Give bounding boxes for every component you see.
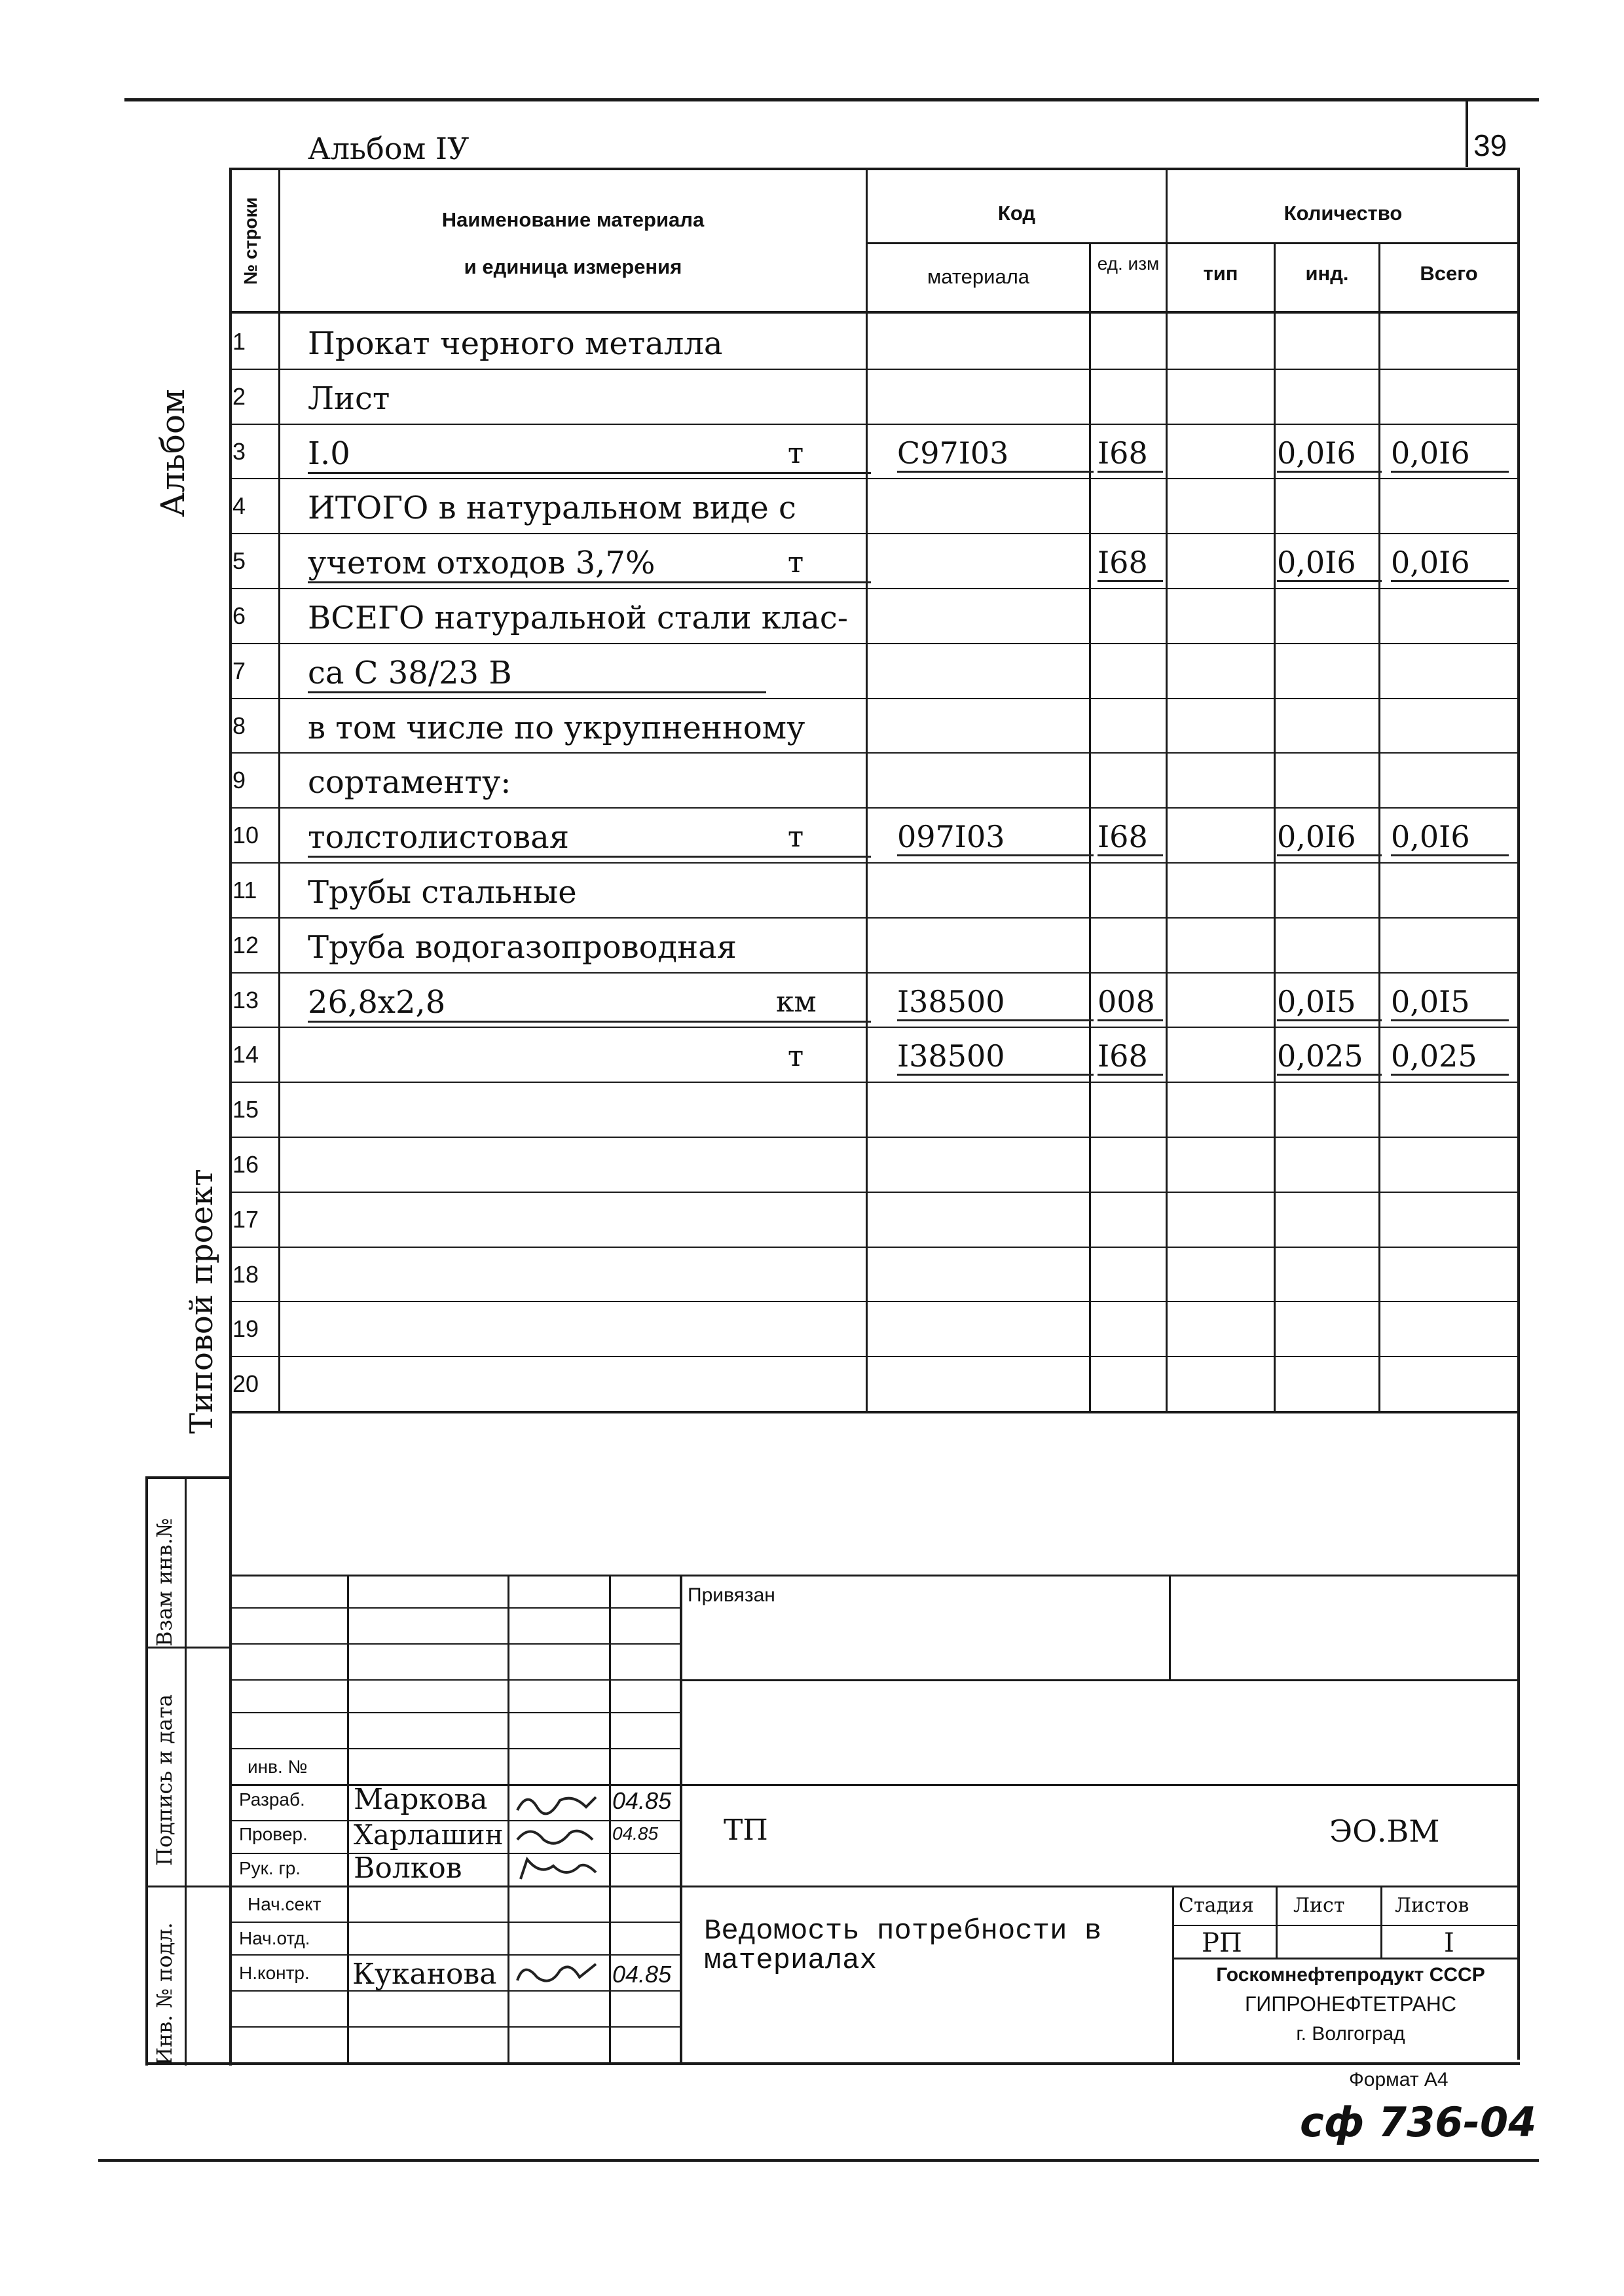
header-name-line1: Наименование материала: [441, 208, 705, 231]
row-qty-total: 0,0I5: [1391, 984, 1509, 1021]
sheet-label: Лист: [1293, 1894, 1345, 1917]
row-number: 3: [232, 437, 246, 465]
header-unit: ед. изм: [1097, 253, 1160, 274]
stage-value: РП: [1202, 1928, 1242, 1958]
sheet-number: 39: [1473, 128, 1507, 162]
doc-id: ЭО.ВМ: [1329, 1813, 1440, 1849]
stamp-vzam-inv: Взам инв.№: [152, 1518, 177, 1647]
nkontr-signature: [514, 1958, 599, 1990]
doc-title-line1: Ведомость потребности в: [704, 1915, 1102, 1948]
row-divider: [232, 698, 1519, 699]
row-unit: т: [787, 1040, 804, 1074]
row-name: учетом отходов 3,7%: [308, 545, 871, 583]
header-code-material: материала: [927, 265, 1030, 288]
row-divider: [232, 533, 1519, 534]
header-name-line2: и единица измерения: [464, 255, 682, 278]
stamp-inv-podl: Инв. № подл.: [152, 1922, 177, 2066]
row-number: 13: [232, 986, 259, 1013]
nkontr-name: Куканова: [352, 1958, 497, 1991]
stamp-podpis-data: Подпись и дата: [152, 1694, 177, 1866]
row-number: 4: [232, 492, 246, 520]
row-divider: [232, 1301, 1519, 1302]
row-name: ВСЕГО натуральной стали клас-: [308, 600, 848, 636]
row-qty-ind: 0,0I6: [1277, 545, 1382, 582]
row-unit: км: [776, 985, 817, 1019]
razrab-signature: [514, 1787, 599, 1817]
ruk-signature: [514, 1856, 599, 1886]
row-code: I38500: [897, 1038, 1094, 1076]
row-divider: [232, 1356, 1519, 1357]
header-code: Код: [997, 202, 1036, 225]
row-qty-ind: 0,0I6: [1277, 435, 1382, 473]
row-code: I38500: [897, 984, 1094, 1021]
row-number: 1: [232, 328, 246, 355]
row-unit: т: [787, 820, 804, 854]
row-number: 2: [232, 382, 246, 410]
row-code: 097I03: [897, 819, 1094, 856]
format-label: Формат А4: [1349, 2069, 1449, 2090]
row-divider: [232, 424, 1519, 425]
prover-signature: [514, 1823, 599, 1850]
top-border-line: [124, 98, 1539, 101]
row-number: 10: [232, 822, 259, 849]
row-divider: [232, 1137, 1519, 1138]
org-line2: ГИПРОНЕФТЕТРАНС: [1244, 1992, 1457, 2016]
row-number: 8: [232, 712, 246, 739]
row-number: 7: [232, 657, 246, 684]
row-number: 15: [232, 1096, 259, 1123]
row-qty-ind: 0,025: [1277, 1038, 1382, 1076]
row-qty-total: 0,0I6: [1391, 545, 1509, 582]
row-name: сортаменту:: [308, 764, 511, 801]
razrab-date: 04.85: [612, 1787, 672, 1814]
row-qty-total: 0,0I6: [1391, 819, 1509, 856]
org-line1: Госкомнефтепродукт СССР: [1216, 1964, 1485, 1986]
bottom-border-line: [98, 2159, 1539, 2162]
row-divider: [232, 862, 1519, 864]
header-quantity: Количество: [1283, 202, 1403, 225]
header-qty-total: Всего: [1420, 262, 1478, 285]
row-divider: [232, 643, 1519, 644]
prover-role: Провер.: [239, 1824, 308, 1844]
row-number: 17: [232, 1205, 259, 1233]
row-number: 11: [232, 877, 257, 903]
row-divider: [232, 588, 1519, 589]
row-number: 5: [232, 547, 246, 575]
row-izm: I68: [1098, 545, 1163, 582]
ruk-name: Волков: [354, 1851, 462, 1885]
nach-otd-label: Нач.отд.: [239, 1928, 310, 1948]
side-album-label: Альбом: [154, 389, 192, 517]
row-izm: I68: [1098, 1038, 1163, 1076]
row-izm: I68: [1098, 435, 1163, 473]
row-qty-total: 0,0I6: [1391, 435, 1509, 473]
row-name: I.0: [308, 435, 871, 474]
album-label: Альбом IУ: [308, 131, 470, 166]
razrab-name: Маркова: [354, 1783, 488, 1816]
row-divider: [232, 478, 1519, 479]
row-code: С97I03: [897, 435, 1094, 473]
row-name: 26,8х2,8: [308, 984, 871, 1023]
row-divider: [232, 1027, 1519, 1028]
row-divider: [232, 369, 1519, 370]
row-divider: [232, 1082, 1519, 1083]
row-name: в том числе по укрупненному: [308, 709, 805, 746]
row-name: Лист: [308, 380, 390, 417]
row-divider: [232, 1247, 1519, 1248]
inv-no-label: инв. №: [248, 1757, 308, 1777]
row-qty-ind: 0,0I5: [1277, 984, 1382, 1021]
row-name: Прокат черного металла: [308, 325, 723, 362]
row-izm: I68: [1098, 819, 1163, 856]
row-divider: [232, 917, 1519, 919]
row-name: са С 38/23 В: [308, 655, 766, 693]
stage-label: Стадия: [1179, 1894, 1254, 1917]
sheets-value: I: [1444, 1928, 1454, 1958]
row-name: ИТОГО в натуральном виде с: [308, 490, 796, 527]
sheet-number-divider: [1466, 101, 1468, 167]
nkontr-date: 04.85: [612, 1961, 672, 1988]
nach-sekt-label: Нач.сект: [248, 1894, 322, 1914]
row-number: 6: [232, 602, 246, 629]
row-number: 20: [232, 1370, 259, 1398]
row-number: 16: [232, 1151, 259, 1178]
privyazan-label: Привязан: [688, 1584, 775, 1606]
header-qty-ind: инд.: [1305, 262, 1349, 285]
prover-name: Харлашин: [354, 1819, 504, 1851]
row-number: 9: [232, 767, 246, 794]
razrab-role: Разраб.: [239, 1789, 305, 1810]
row-number: 19: [232, 1315, 259, 1343]
row-name: Трубы стальные: [308, 874, 577, 911]
nkontr-role: Н.контр.: [239, 1963, 310, 1983]
tp-label: ТП: [724, 1813, 768, 1847]
org-line3: г. Волгоград: [1296, 2023, 1405, 2045]
sheets-label: Листов: [1395, 1894, 1469, 1917]
row-unit: т: [787, 546, 804, 580]
header-qty-type: тип: [1203, 262, 1238, 285]
doc-title-line2: материалах: [704, 1944, 877, 1977]
row-name: Труба водогазопроводная: [308, 928, 737, 966]
prover-date: 04.85: [612, 1823, 659, 1844]
row-izm: 008: [1098, 984, 1163, 1021]
row-qty-total: 0,025: [1391, 1038, 1509, 1076]
row-name: толстолистовая: [308, 819, 871, 858]
header-row-number: № строки: [240, 197, 261, 285]
row-number: 14: [232, 1041, 259, 1068]
row-number: 12: [232, 931, 259, 958]
row-divider: [232, 752, 1519, 754]
row-qty-ind: 0,0I6: [1277, 819, 1382, 856]
doc-code: сф 736-04: [1300, 2098, 1537, 2146]
row-divider: [232, 1192, 1519, 1193]
row-divider: [232, 807, 1519, 809]
row-divider: [232, 972, 1519, 974]
row-number: 18: [232, 1260, 259, 1288]
row-unit: т: [787, 436, 804, 470]
ruk-role: Рук. гр.: [239, 1858, 301, 1878]
side-project-label: Типовой проект: [183, 1169, 220, 1434]
